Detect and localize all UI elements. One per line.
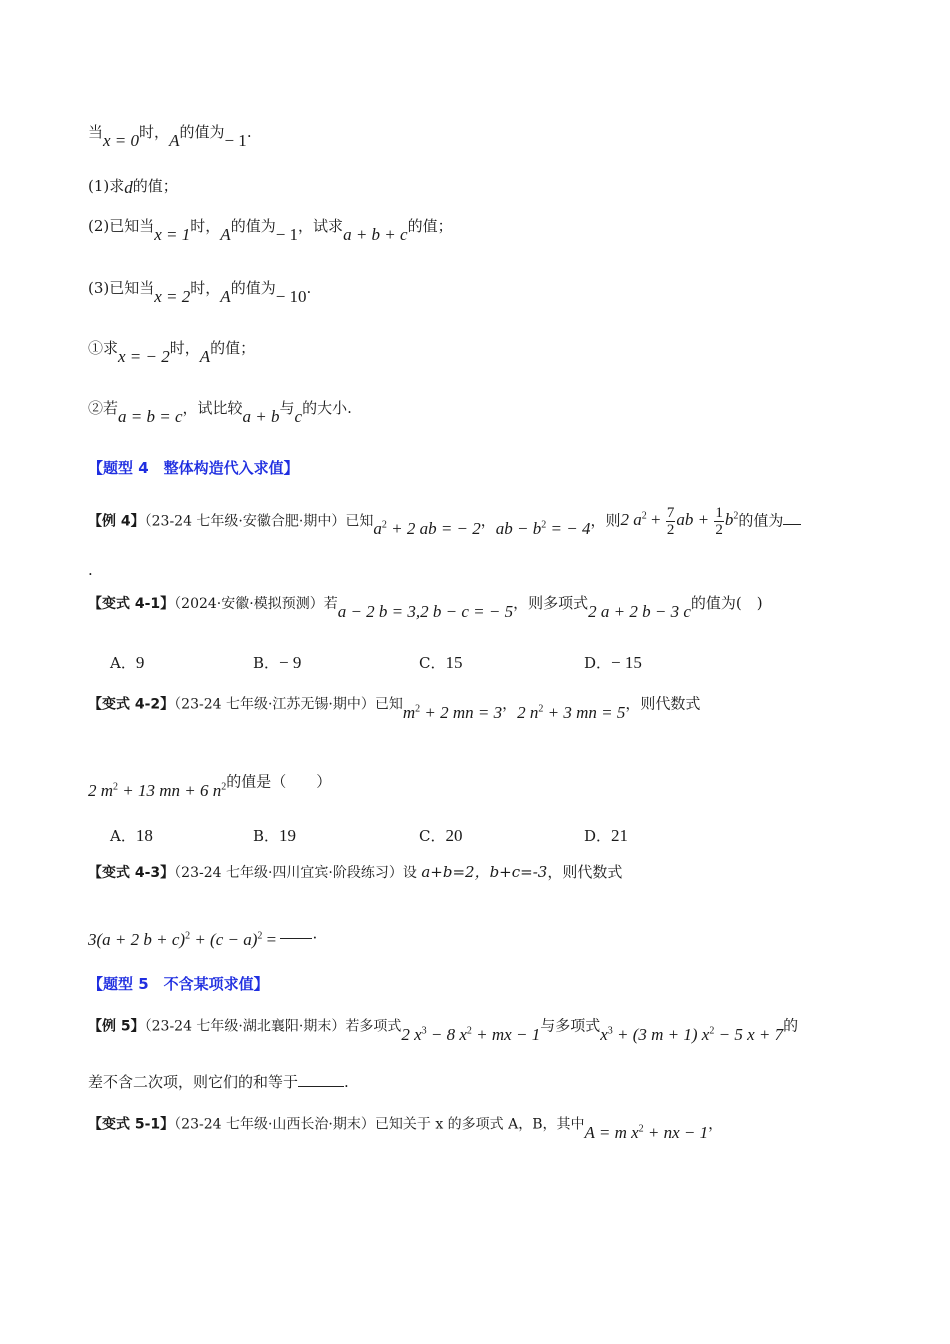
text: 时， xyxy=(190,279,221,297)
q3-sub1 xyxy=(88,338,256,366)
text: 的值； xyxy=(407,217,453,235)
math: $x^3 + (3$ m + 1) $x^2 - 5$ x + 7 xyxy=(600,1024,784,1044)
source: （23-24 七年级·湖北襄阳·期末）若多项式 xyxy=(144,1018,402,1035)
text: (3)已知当 xyxy=(88,279,155,297)
example5-line2 xyxy=(88,1072,349,1092)
text: ①求 xyxy=(88,339,119,357)
example4-line xyxy=(88,505,801,538)
math: 3(a + 2 $b + c)^2 + (c - a)^2$ = xyxy=(88,929,281,949)
option-c[interactable]: C．15 xyxy=(419,653,463,672)
math: a + b + c xyxy=(343,225,408,244)
option-c[interactable]: C．20 xyxy=(419,826,463,845)
text: ，则多项式 xyxy=(513,594,589,612)
math: c xyxy=(294,407,303,426)
variant5-1-line xyxy=(88,1110,724,1142)
text: 的值为 xyxy=(738,511,784,530)
source: （23-24 七年级·江苏无锡·期中）已知 xyxy=(174,696,403,713)
text: 的值； xyxy=(132,177,178,195)
math: ab − $b^2$ = − 4 xyxy=(495,519,591,539)
math: A xyxy=(220,225,231,244)
answer-blank xyxy=(783,510,801,525)
q3-intro-line xyxy=(88,122,252,150)
text: 差不含二次项，则它们的和等于 xyxy=(88,1073,299,1091)
text: ，则代数式 xyxy=(547,863,623,881)
math: − 10 xyxy=(275,287,307,306)
math: x = 1 xyxy=(154,225,191,244)
option-a[interactable]: A．18 xyxy=(110,826,153,845)
section-heading-type4: 【题型 4 整体构造代入求值】 xyxy=(88,459,299,477)
text: 与 xyxy=(279,399,295,417)
q3-sub2 xyxy=(88,398,352,426)
text: . xyxy=(306,279,312,297)
math: x = − 2 xyxy=(118,347,170,366)
source: （23-24 七年级·安徽合肥·期中）已知 xyxy=(144,513,374,530)
math-neg1: − 1 xyxy=(224,131,247,150)
answer-blank xyxy=(298,1072,344,1087)
text: . xyxy=(312,924,318,943)
text: 的值为( ) xyxy=(690,594,763,612)
math: a − 2 b = 3,2 b − c = − 5 xyxy=(337,602,514,621)
text: ，则 xyxy=(590,511,621,530)
source: （23-24 七年级·四川宜宾·阶段练习）设 xyxy=(174,865,422,881)
fraction-7-2: $\frac{7}{2}$ xyxy=(666,505,675,538)
text: ， xyxy=(480,511,496,530)
q3-part3 xyxy=(88,278,312,306)
text: 的 xyxy=(783,1016,799,1035)
example-tag: 【例 4】 xyxy=(88,513,145,530)
text: (2)已知当 xyxy=(88,217,155,235)
q3-part2 xyxy=(88,216,453,244)
math: $a^2 + 2$ ab = − 2 xyxy=(373,519,481,539)
example4-period: . xyxy=(88,561,93,579)
variant4-2-expression xyxy=(88,768,332,800)
text: 的值为 xyxy=(230,217,276,235)
math: 2 $x^3 - 8$ $x^2$ + mx − 1 xyxy=(401,1024,541,1044)
math-x0: x = 0 xyxy=(103,131,140,150)
text: 时， xyxy=(190,217,221,235)
math: − 1 xyxy=(275,225,299,244)
text: . xyxy=(344,1073,349,1091)
text: ，试求 xyxy=(298,217,344,235)
text: (1)求 xyxy=(88,177,125,195)
source: （2024·安徽·模拟预测）若 xyxy=(174,596,338,612)
math: A xyxy=(199,347,211,366)
text: 的值； xyxy=(210,339,256,357)
answer-blank xyxy=(280,930,312,939)
variant-tag: 【变式 4-3】 xyxy=(88,865,175,881)
variant4-1-line xyxy=(88,593,763,621)
example-tag: 【例 5】 xyxy=(88,1018,145,1035)
text: ，则代数式 xyxy=(625,694,701,713)
math: a + b xyxy=(242,407,280,426)
option-b[interactable]: B．19 xyxy=(253,826,297,845)
variant-tag: 【变式 5-1】 xyxy=(88,1116,175,1133)
text: ，试比较 xyxy=(182,399,243,417)
source: （23-24 七年级·山西长治·期末）已知关于 x 的多项式 A，B，其中 xyxy=(174,1116,585,1133)
variant4-2-line xyxy=(88,690,701,722)
section-heading-type5: 【题型 5 不含某项求值】 xyxy=(88,975,269,993)
option-b[interactable]: B．− 9 xyxy=(253,653,302,672)
text: 时， xyxy=(139,123,170,141)
option-d[interactable]: D．21 xyxy=(584,826,629,845)
math: 2 $n^2 + 3$ mn = 5 xyxy=(517,702,626,722)
text: ， xyxy=(708,1114,724,1133)
option-a[interactable]: A．9 xyxy=(110,653,145,672)
math: 2 a + 2 b − 3 c xyxy=(588,602,691,621)
text: ， xyxy=(502,694,518,713)
text: 当 xyxy=(88,123,104,141)
math: A = m $x^2$ + nx − 1 xyxy=(584,1122,709,1142)
text: 与多项式 xyxy=(540,1016,601,1035)
math: $m^2 + 2$ mn = 3 xyxy=(402,702,503,722)
text: 的值为 xyxy=(179,123,225,141)
math-A: A xyxy=(169,131,180,150)
math-expression: 2 $a^2$ + $\frac{7}{2}$ ab + $\frac{1}{2}$ $b^2$ xyxy=(620,505,739,538)
variant-tag: 【变式 4-1】 xyxy=(88,596,175,612)
q3-part1 xyxy=(88,176,178,196)
option-d[interactable]: D．− 15 xyxy=(584,653,642,672)
math: x = 2 xyxy=(154,287,191,306)
variant4-3-expression xyxy=(88,920,318,949)
text: ②若 xyxy=(88,399,119,417)
variant-tag: 【变式 4-2】 xyxy=(88,696,175,713)
text: . xyxy=(246,123,252,141)
variant4-3-line xyxy=(88,862,622,883)
text: 的值是（ ） xyxy=(226,772,332,791)
math-d: d xyxy=(124,178,133,197)
math: a = b = c xyxy=(118,407,183,426)
text: 的值为 xyxy=(230,279,276,297)
text: 时， xyxy=(169,339,200,357)
math: 2 $m^2 + 13$ mn + 6 $n^2$ xyxy=(88,780,227,800)
text: 的大小. xyxy=(302,399,352,417)
fraction-1-2: $\frac{1}{2}$ xyxy=(715,505,723,538)
condition: a+b=2，b+c=-3 xyxy=(421,863,548,881)
math: A xyxy=(220,287,231,306)
example5-line xyxy=(88,1012,799,1044)
